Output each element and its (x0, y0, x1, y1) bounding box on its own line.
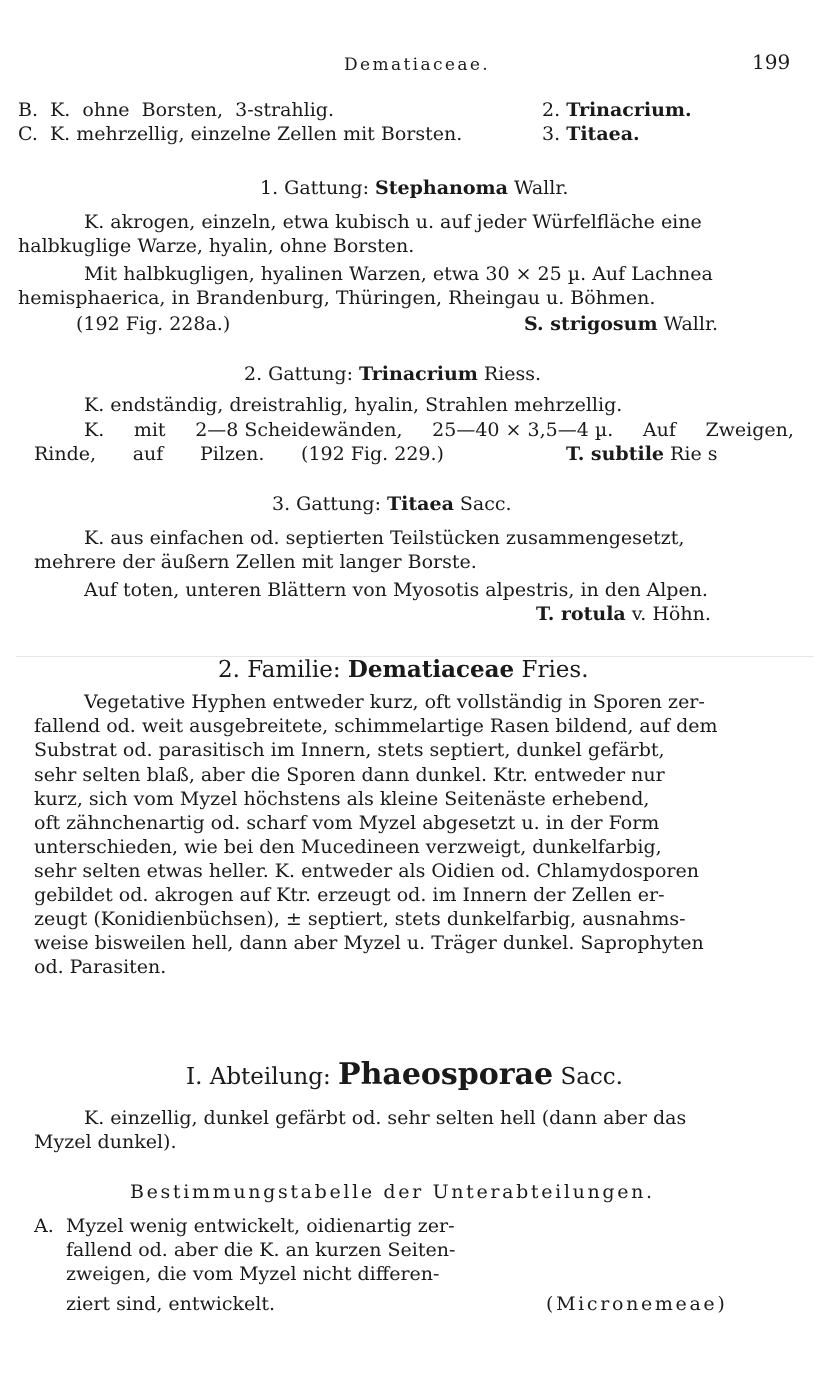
genus-2-name: Trinacrium (359, 363, 478, 385)
word: 25—40 × 3,5—4 µ. (432, 419, 614, 441)
genus-3-name: Titaea (387, 493, 454, 515)
entry-a-line-3: zweigen, die vom Myzel nicht differen- (66, 1263, 440, 1285)
genus-2-author: Riess. (477, 363, 542, 385)
genus-1-label: 1. Gattung: (260, 177, 376, 199)
genus-2-heading (244, 362, 541, 386)
word: Pilzen. (199, 443, 265, 465)
division-label: I. Abteilung: (186, 1064, 339, 1090)
entry-a-group: (Micronemeae) (546, 1293, 728, 1315)
genus-3-label: 3. Gattung: (272, 493, 388, 515)
genus-1-figure-ref: (192 Fig. 228a.) (76, 313, 231, 335)
family-name: Dematiaceae (347, 656, 515, 683)
species-name: T. subtile (566, 443, 665, 465)
genus-2-line-2 (84, 418, 794, 442)
genus-3-author: Sacc. (453, 493, 512, 515)
word: Zweigen, (705, 419, 794, 441)
family-line-5: kurz, sich vom Myzel höchstens als kleine Seitenäste erhebend, (34, 788, 650, 810)
family-line-6: oft zähnchenartig od. scharf vom Myzel abgesetzt u. in der Form (34, 812, 660, 834)
genus-2-label: 2. Gattung: (244, 363, 360, 385)
key-b-text: B. K. ohne Borsten, 3-strahlig. (18, 99, 334, 121)
entry-a-line-1: Myzel wenig entwickelt, oidienartig zer- (66, 1215, 455, 1237)
family-line-4: sehr selten blaß, aber die Sporen dann dunkel. Ktr. entweder nur (34, 764, 665, 786)
word: Rinde, (34, 443, 97, 465)
genus-3-species (536, 602, 711, 626)
genus-3-line-1: K. aus einfachen od. septierten Teilstücken zusammengesetzt, (84, 527, 685, 549)
entry-a-line-2: fallend od. aber die K. an kurzen Seiten- (66, 1239, 456, 1261)
word: mit (133, 419, 166, 441)
key-c-genus: Titaea. (566, 123, 640, 145)
family-line-3: Substrat od. parasitisch im Innern, stets septiert, dunkel gefärbt, (34, 739, 665, 761)
entry-a-line-4: ziert sind, entwickelt. (66, 1293, 275, 1315)
genus-1-line-4: hemisphaerica, in Brandenburg, Thüringen, Rheingau u. Böhmen. (18, 287, 656, 309)
division-author: Sacc. (553, 1064, 623, 1090)
genus-2-line-1: K. endständig, dreistrahlig, hyalin, Strahlen mehrzellig. (84, 394, 623, 416)
key-b-result (542, 98, 692, 122)
word: Auf (642, 419, 676, 441)
division-name: Phaeosporae (338, 1057, 554, 1092)
division-line-1: K. einzellig, dunkel gefärbt od. sehr selten hell (dann aber das (84, 1107, 687, 1129)
genus-1-species (524, 312, 718, 336)
key-line-b (18, 98, 334, 122)
genus-1-line-1: K. akrogen, einzeln, etwa kubisch u. auf jeder Würfelfläche eine (84, 211, 702, 233)
family-line-7: unterschieden, wie bei den Mucedineen verzweigt, dunkelfarbig, (34, 836, 662, 858)
division-line-2: Myzel dunkel). (34, 1131, 177, 1153)
key-b-genus: Trinacrium. (566, 99, 692, 121)
family-line-1: Vegetative Hyphen entweder kurz, oft vollständig in Sporen zer- (84, 691, 705, 713)
family-line-2: fallend od. weit ausgebreitete, schimmelartige Rasen bildend, auf dem (34, 715, 718, 737)
entry-a-marker: A. (34, 1215, 54, 1237)
family-line-9: gebildet od. akrogen auf Ktr. erzeugt od. im Innern der Zellen er- (34, 884, 665, 906)
family-heading (218, 656, 589, 684)
division-heading (186, 1058, 623, 1094)
key-c-text: C. K. mehrzellig, einzelne Zellen mit Borsten. (18, 123, 463, 145)
genus-1-line-2: halbkuglige Warze, hyalin, ohne Borsten. (18, 235, 415, 257)
key-c-result (542, 122, 640, 146)
genus-3-line-3: Auf toten, unteren Blättern von Myosotis alpestris, in den Alpen. (84, 579, 708, 601)
family-author: Fries. (514, 657, 589, 683)
species-name: T. rotula (536, 603, 626, 625)
genus-3-heading (272, 492, 512, 516)
word: 2—8 Scheidewänden, (195, 419, 403, 441)
species-author: Rie s (664, 443, 718, 465)
species-author: Wallr. (657, 313, 718, 335)
genus-1-line-3: Mit halbkugligen, hyalinen Warzen, etwa 30 × 25 µ. Auf Lachnea (84, 263, 713, 285)
family-label: 2. Familie: (218, 657, 348, 683)
genus-1-name: Stephanoma (375, 177, 508, 199)
word: K. (84, 419, 105, 441)
genus-1-author: Wallr. (507, 177, 569, 199)
genus-3-line-2: mehrere der äußern Zellen mit langer Borste. (34, 551, 477, 573)
genus-2-line-3 (34, 442, 444, 466)
running-title: Dematiaceae. (344, 55, 491, 75)
page-number: 199 (752, 50, 791, 74)
genus-2-figure-ref: (192 Fig. 229.) (301, 443, 444, 465)
species-name: S. strigosum (524, 313, 658, 335)
key-c-number: 3. (542, 123, 561, 145)
genus-2-species (566, 442, 717, 466)
family-line-11: weise bisweilen hell, dann aber Myzel u. Träger dunkel. Saprophyten (34, 932, 704, 954)
species-author: v. Höhn. (625, 603, 711, 625)
family-line-12: od. Parasiten. (34, 956, 167, 978)
family-line-10: zeugt (Konidienbüchsen), ± septiert, stets dunkelfarbig, ausnahms- (34, 908, 686, 930)
family-line-8: sehr selten etwas heller. K. entweder als Oidien od. Chlamydosporen (34, 860, 699, 882)
key-line-c (18, 122, 462, 146)
key-b-number: 2. (542, 99, 561, 121)
table-title: Bestimmungstabelle der Unterabteilungen. (130, 1181, 655, 1203)
word: auf (132, 443, 164, 465)
genus-1-heading (260, 176, 568, 200)
